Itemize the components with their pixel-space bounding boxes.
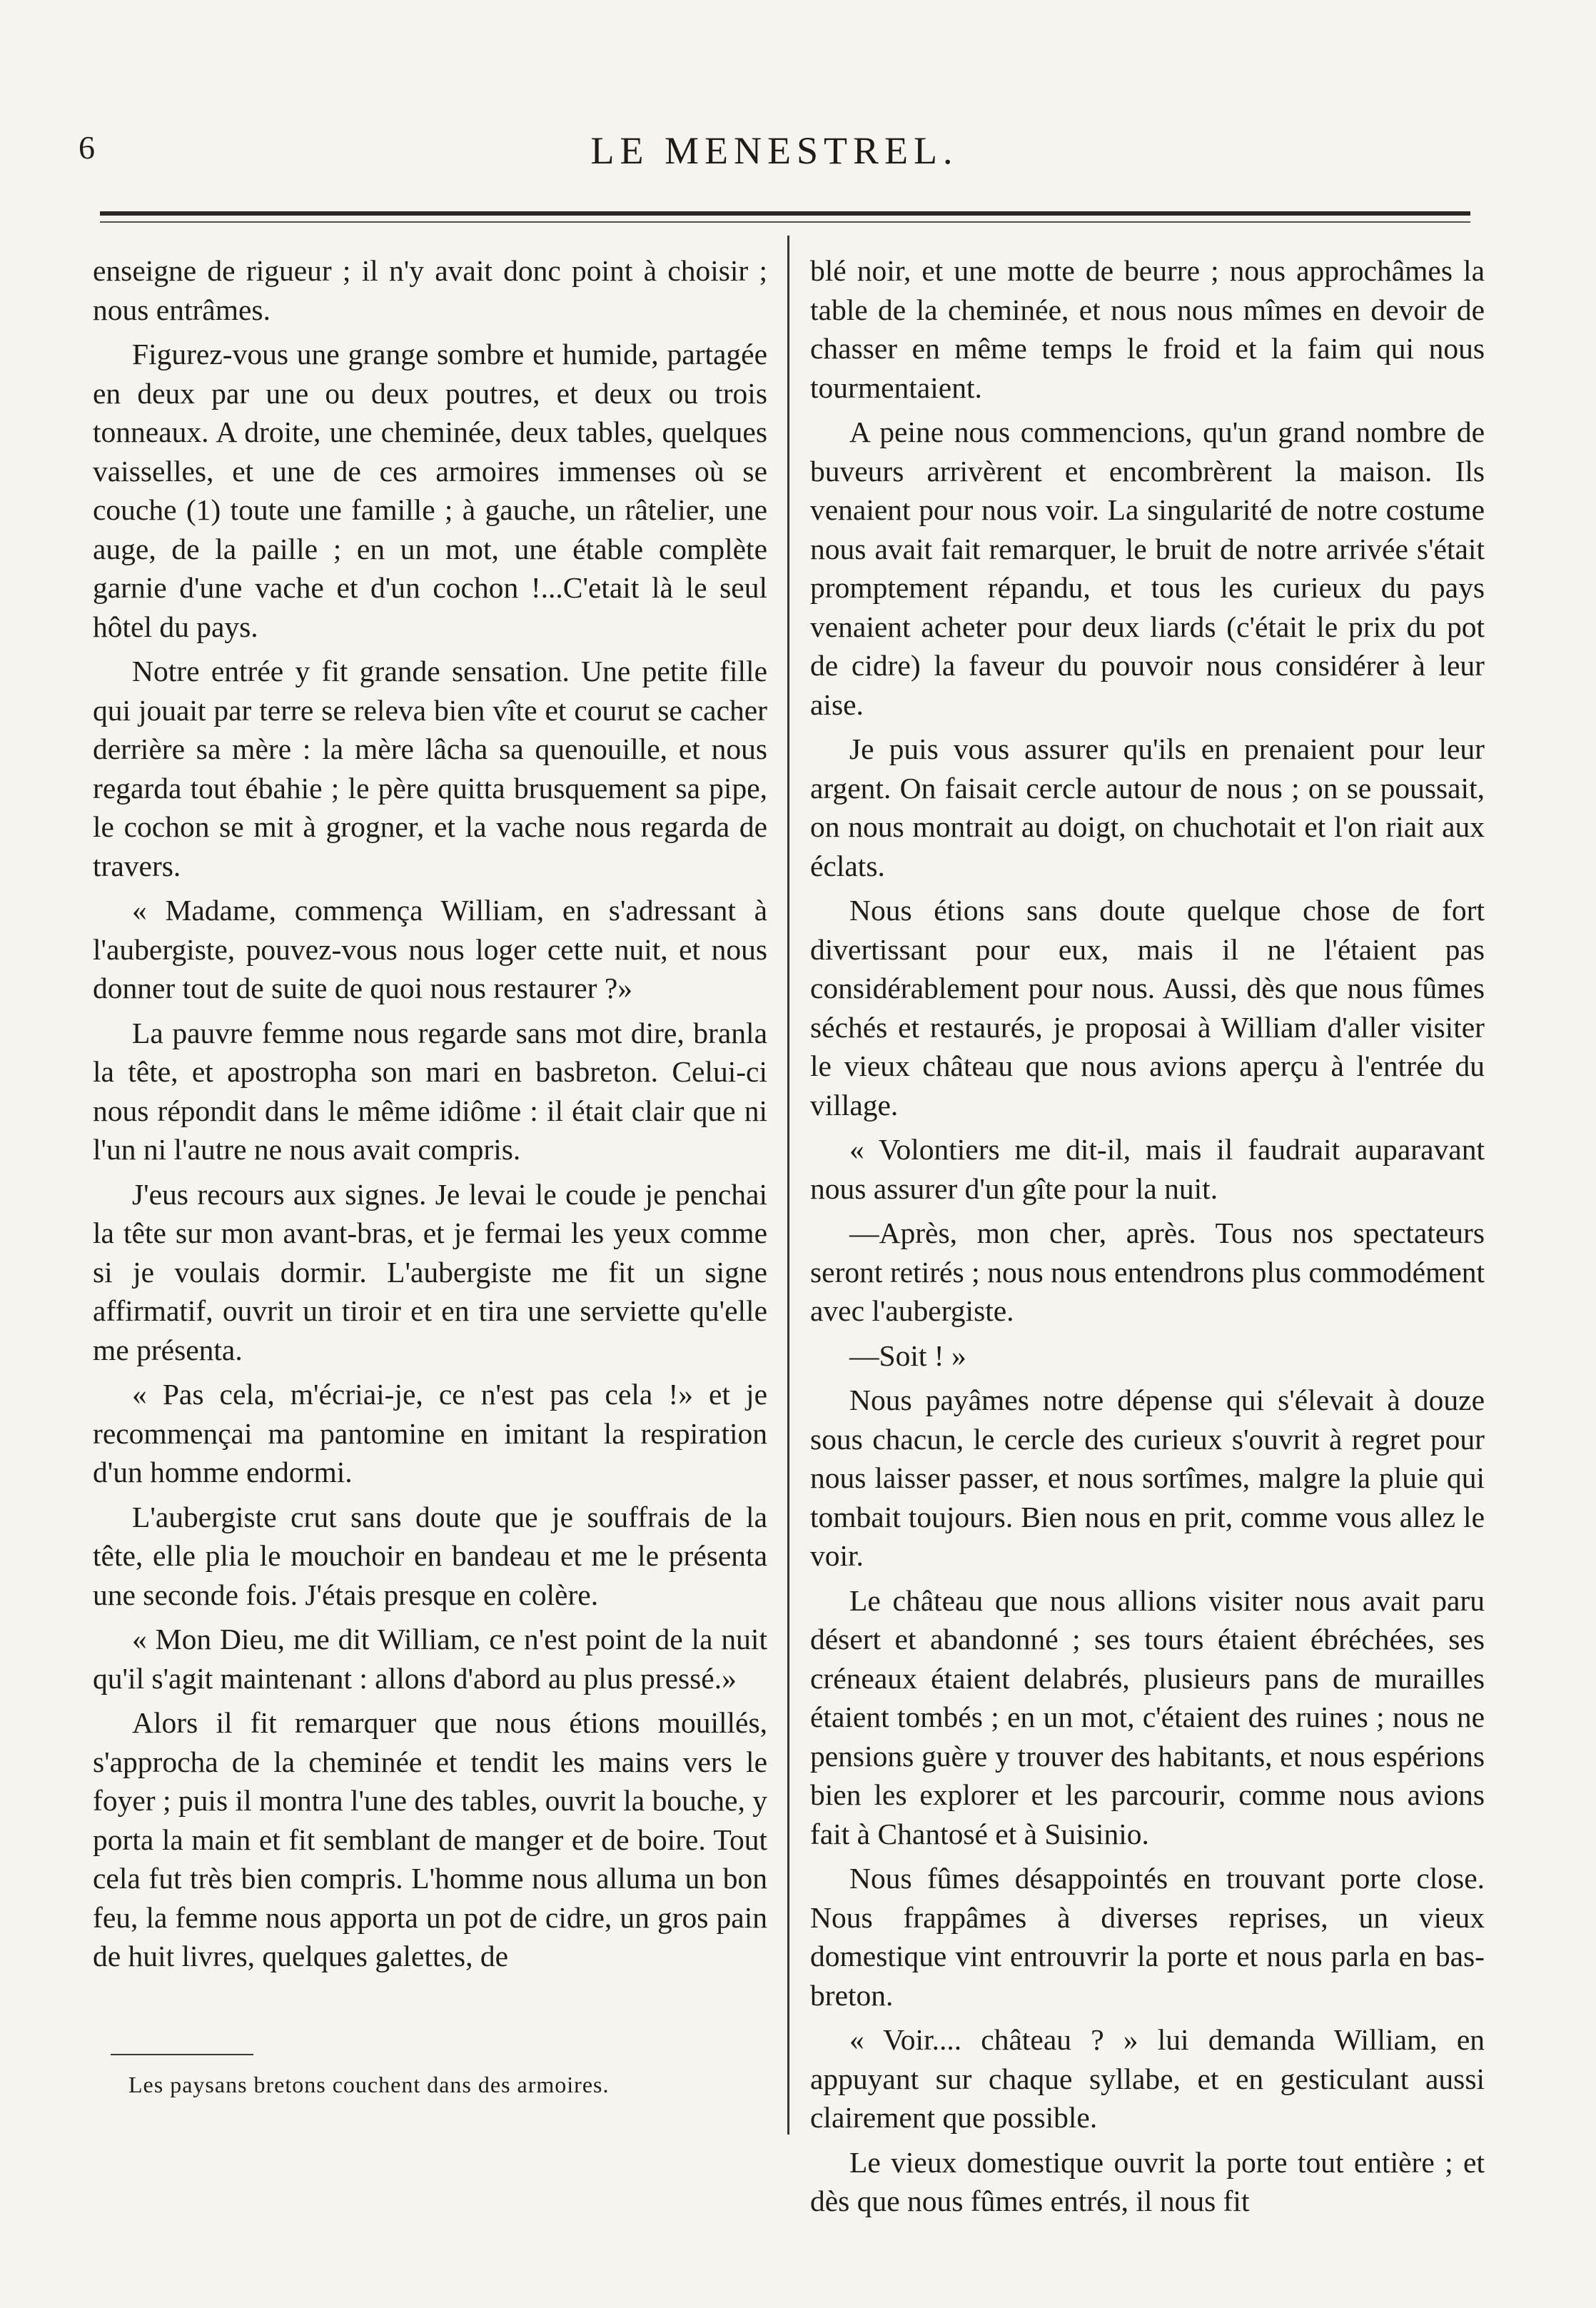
paragraph: La pauvre femme nous regarde sans mot dire, branla la tête, et apostropha son mari en basbreton. Celui-ci nous répondit dans le même idiôme : il était clair que ni l'un ni l'autre ne nous avait compris.: [93, 1016, 767, 1166]
paragraph: Le château que nous allions visiter nous avait paru désert et abandonné ; ses tours étaient ébréchées, ses créneaux étaient delabrés, plusieurs pans de murailles étaient tombés ; en un mot, c'étaient des ruines ; nous ne pensions guère y trouver des habitants, et nous espérions bien les explorer et les parcourir, comme nous avions fait à Chantosé et à Suisinio.: [810, 1583, 1485, 1850]
paragraph: enseigne de rigueur ; il n'y avait donc point à choisir ; nous entrâmes.: [93, 254, 767, 326]
page-header: [79, 128, 1470, 178]
paragraph: Figurez-vous une grange sombre et humide, partagée en deux par une ou deux poutres, et deux ou trois tonneaux. A droite, une cheminée, deux tables, quelques vaisselles, et une de ces armoires immenses où se couche (1) toute une famille ; à gauche, un râtelier, une auge, de la paille ; en un mot, une étable complète garnie d'une vache et d'un cochon !...C'etait là le seul hôtel du pays.: [93, 338, 767, 643]
paragraph: Je puis vous assurer qu'ils en prenaient pour leur argent. On faisait cercle autour de nous ; on se poussait, on nous montrait au doigt, on chuchotait et l'on riait aux éclats.: [810, 732, 1485, 882]
paragraph: « Madame, commença William, en s'adressant à l'aubergiste, pouvez-vous nous loger cette nuit, et nous donner tout de suite de quoi nous restaurer ?»: [93, 894, 767, 1004]
paragraph: « Pas cela, m'écriai-je, ce n'est pas cela !» et je recommençai ma pantomine en imitant la respiration d'un homme endormi.: [93, 1378, 767, 1488]
paragraph: Nous fûmes désappointés en trouvant porte close. Nous frappâmes à diverses reprises, un vieux domestique vint entrouvrir la porte et nous parla en bas-breton.: [810, 1862, 1485, 2012]
footnote-rule: [111, 2054, 253, 2055]
paragraph: blé noir, et une motte de beurre ; nous approchâmes la table de la cheminée, et nous nous mîmes en devoir de chasser en même temps le froid et la faim qui nous tourmentaient.: [810, 254, 1485, 404]
page-number: 6: [79, 129, 96, 166]
paragraph: Nous étions sans doute quelque chose de fort divertissant pour eux, mais il ne l'étaient pas considérablement pour nous. Aussi, dès que nous fûmes séchés et restaurés, je proposai à William d'aller visiter le vieux château que nous avions aperçu à l'entrée du village.: [810, 894, 1485, 1122]
paragraph: —Après, mon cher, après. Tous nos spectateurs seront retirés ; nous nous entendrons plus commodément avec l'aubergiste.: [810, 1216, 1485, 1327]
paragraph: Notre entrée y fit grande sensation. Une petite fille qui jouait par terre se releva bien vîte et courut se cacher derrière sa mère : la mère lâcha sa quenouille, et nous regarda tout ébahie ; le père quitta brusquement sa pipe, le cochon se mit à grogner, et la vache nous regarda de travers.: [93, 655, 767, 882]
paragraph: « Mon Dieu, me dit William, ce n'est point de la nuit qu'il s'agit maintenant : allons d'abord au plus pressé.»: [93, 1623, 767, 1695]
right-column: [810, 251, 1485, 2221]
header-rule-thin: [100, 221, 1470, 223]
paragraph: Le vieux domestique ouvrit la porte tout entière ; et dès que nous fûmes entrés, il nous fit: [810, 2145, 1485, 2217]
paragraph: L'aubergiste crut sans doute que je souffrais de la tête, elle plia le mouchoir en bandeau et me le présenta une seconde fois. J'étais presque en colère.: [93, 1500, 767, 1611]
paragraph: « Volontiers me dit-il, mais il faudrait auparavant nous assurer d'un gîte pour la nuit.: [810, 1133, 1485, 1205]
column-divider: [787, 236, 789, 2135]
paragraph: J'eus recours aux signes. Je levai le coude je penchai la tête sur mon avant-bras, et je fermai les yeux comme si je voulais dormir. L'aubergiste me fit un signe affirmatif, ouvrit un tiroir et en tira une serviette qu'elle me présenta.: [93, 1177, 767, 1366]
running-title: LE MENESTREL.: [590, 129, 959, 172]
paragraph: Alors il fit remarquer que nous étions mouillés, s'approcha de la cheminée et tendit les mains vers le foyer ; puis il montra l'une des tables, ouvrit la bouche, y porta la main et fit semblant de manger et de boire. Tout cela fut très bien compris. L'homme nous alluma un bon feu, la femme nous apporta un pot de cidre, un gros pain de huit livres, quelques galettes, de: [93, 1706, 767, 1972]
footnote: Les paysans bretons couchent dans des armoires.: [128, 2072, 610, 2097]
paragraph: Nous payâmes notre dépense qui s'élevait à douze sous chacun, le cercle des curieux s'ouvrit à regret pour nous laisser passer, et nous sortîmes, malgre la pluie qui tombait toujours. Bien nous en prit, comme vous allez le voir.: [810, 1384, 1485, 1572]
paragraph: « Voir.... château ? » lui demanda William, en appuyant sur chaque syllabe, et en gesticulant aussi clairement que possible.: [810, 2023, 1485, 2134]
paragraph: A peine nous commencions, qu'un grand nombre de buveurs arrivèrent et encombrèrent la maison. Ils venaient pour nous voir. La singularité de notre costume nous avait fait remarquer, le bruit de notre arrivée s'était promptement répandu, et tous les curieux du pays venaient acheter pour deux liards (c'était le prix du pot de cidre) la faveur du pouvoir nous considérer à leur aise.: [810, 415, 1485, 721]
paragraph: —Soit ! »: [849, 1339, 966, 1372]
header-rule-thick: [100, 211, 1470, 216]
left-column: [93, 251, 767, 1976]
